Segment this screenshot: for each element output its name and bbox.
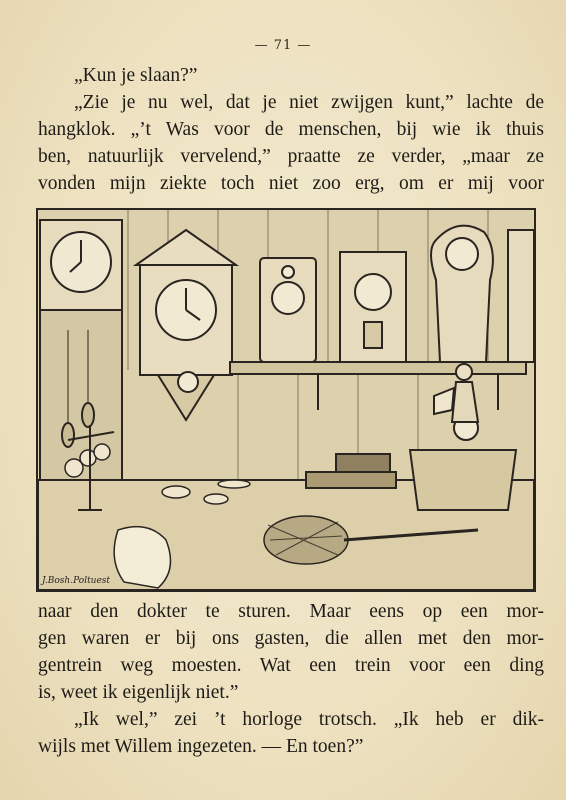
text-line: „Ik wel,” zei ’t horloge trotsch. „Ik heb er dik- xyxy=(74,709,544,730)
text-line: gen waren er bij ons gasten, die allen met den mor- xyxy=(38,628,544,649)
text-line: „Zie je nu wel, dat je niet zwijgen kunt,” lachte de xyxy=(74,92,544,113)
text-line: vonden mijn ziekte toch niet zoo erg, om er mij voor xyxy=(38,173,544,194)
text-line: ben, natuurlijk vervelend,” praatte ze verder, „maar ze xyxy=(38,146,544,167)
page-number: — 71 — xyxy=(254,38,312,53)
shelf-clock-3 xyxy=(431,226,493,362)
text-line: is, weet ik eigenlijk niet.” xyxy=(38,682,239,703)
pocket-watch xyxy=(162,486,190,498)
text-line: gentrein weg moesten. Wat een trein voor een ding xyxy=(38,655,544,676)
wall-shelf xyxy=(230,362,526,410)
pocket-watch xyxy=(94,444,110,460)
cuckoo-clock xyxy=(136,230,236,420)
text-line: wijls met Willem ingezeten. — En toen?” xyxy=(38,736,364,757)
pocket-watch xyxy=(204,494,228,504)
text-line: naar den dokter te sturen. Maar eens op een mor- xyxy=(38,601,544,622)
clock-shop-illustration xyxy=(36,208,536,592)
pocket-watch xyxy=(218,480,250,488)
tall-clock-left xyxy=(40,220,122,480)
text-line: „Kun je slaan?” xyxy=(74,65,198,86)
books xyxy=(306,454,396,488)
figurine-clock xyxy=(410,364,516,510)
shelf-clock-2 xyxy=(340,252,406,362)
text-block-top xyxy=(38,62,544,197)
artist-signature: J.Bosh.Poltuest xyxy=(42,576,111,586)
text-block-bottom xyxy=(38,598,544,760)
shelf-clock-4 xyxy=(508,230,534,362)
shelf-clock-1 xyxy=(260,258,316,362)
cloth xyxy=(114,527,170,588)
illustration-drawing xyxy=(38,210,534,590)
text-line: hangklok. „’t Was voor de menschen, bij wie ik thuis xyxy=(38,119,544,140)
